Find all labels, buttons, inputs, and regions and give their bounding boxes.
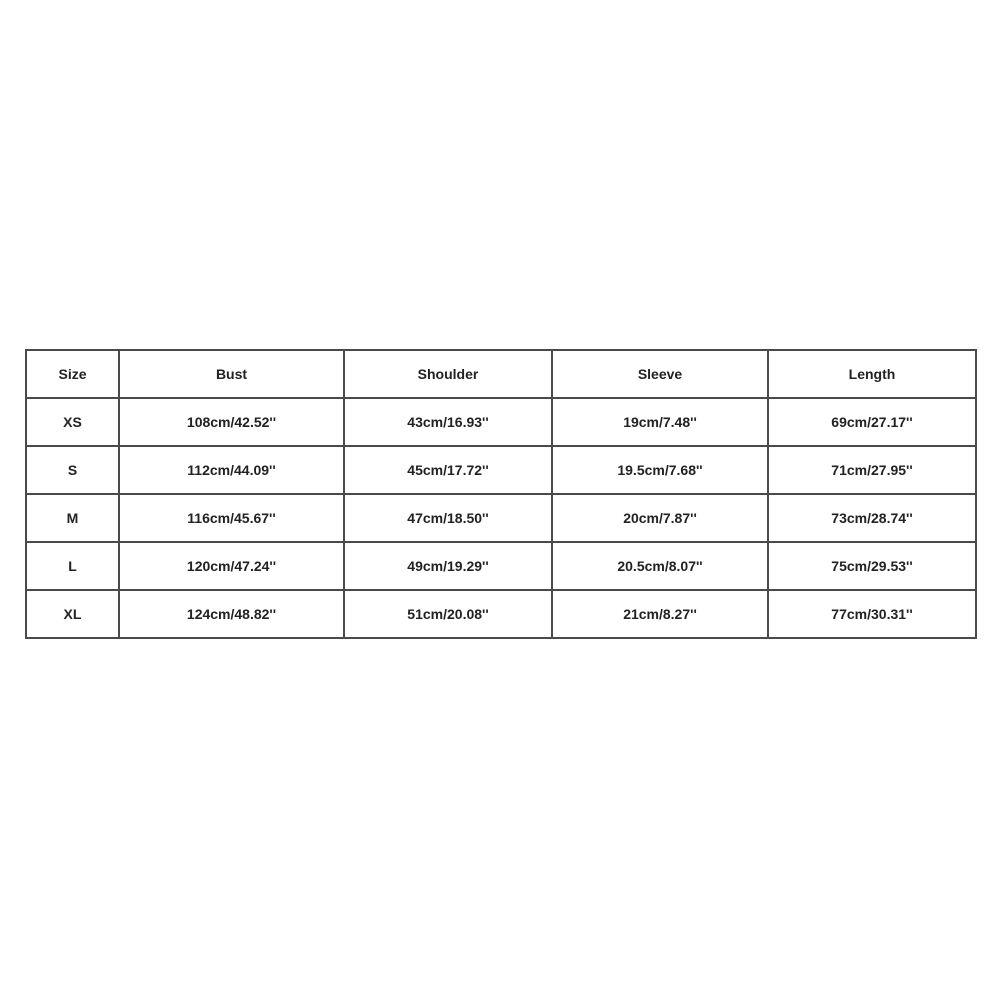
cell-size: XL xyxy=(26,590,119,638)
cell-size: S xyxy=(26,446,119,494)
cell-size: XS xyxy=(26,398,119,446)
size-chart-table xyxy=(25,349,977,639)
cell-bust: 124cm/48.82'' xyxy=(119,590,344,638)
table-row xyxy=(26,590,976,638)
cell-sleeve: 20cm/7.87'' xyxy=(552,494,768,542)
table-header-row xyxy=(26,350,976,398)
cell-length: 71cm/27.95'' xyxy=(768,446,976,494)
cell-shoulder: 43cm/16.93'' xyxy=(344,398,552,446)
header-size: Size xyxy=(26,350,119,398)
cell-sleeve: 19cm/7.48'' xyxy=(552,398,768,446)
cell-length: 75cm/29.53'' xyxy=(768,542,976,590)
cell-size: M xyxy=(26,494,119,542)
header-shoulder: Shoulder xyxy=(344,350,552,398)
cell-shoulder: 49cm/19.29'' xyxy=(344,542,552,590)
cell-length: 77cm/30.31'' xyxy=(768,590,976,638)
table-row xyxy=(26,494,976,542)
cell-bust: 108cm/42.52'' xyxy=(119,398,344,446)
cell-shoulder: 47cm/18.50'' xyxy=(344,494,552,542)
cell-sleeve: 20.5cm/8.07'' xyxy=(552,542,768,590)
cell-sleeve: 19.5cm/7.68'' xyxy=(552,446,768,494)
cell-length: 73cm/28.74'' xyxy=(768,494,976,542)
table-row xyxy=(26,542,976,590)
table-row xyxy=(26,446,976,494)
cell-bust: 112cm/44.09'' xyxy=(119,446,344,494)
cell-bust: 120cm/47.24'' xyxy=(119,542,344,590)
table-row xyxy=(26,398,976,446)
header-bust: Bust xyxy=(119,350,344,398)
cell-shoulder: 51cm/20.08'' xyxy=(344,590,552,638)
header-length: Length xyxy=(768,350,976,398)
cell-bust: 116cm/45.67'' xyxy=(119,494,344,542)
cell-size: L xyxy=(26,542,119,590)
cell-length: 69cm/27.17'' xyxy=(768,398,976,446)
cell-sleeve: 21cm/8.27'' xyxy=(552,590,768,638)
header-sleeve: Sleeve xyxy=(552,350,768,398)
cell-shoulder: 45cm/17.72'' xyxy=(344,446,552,494)
